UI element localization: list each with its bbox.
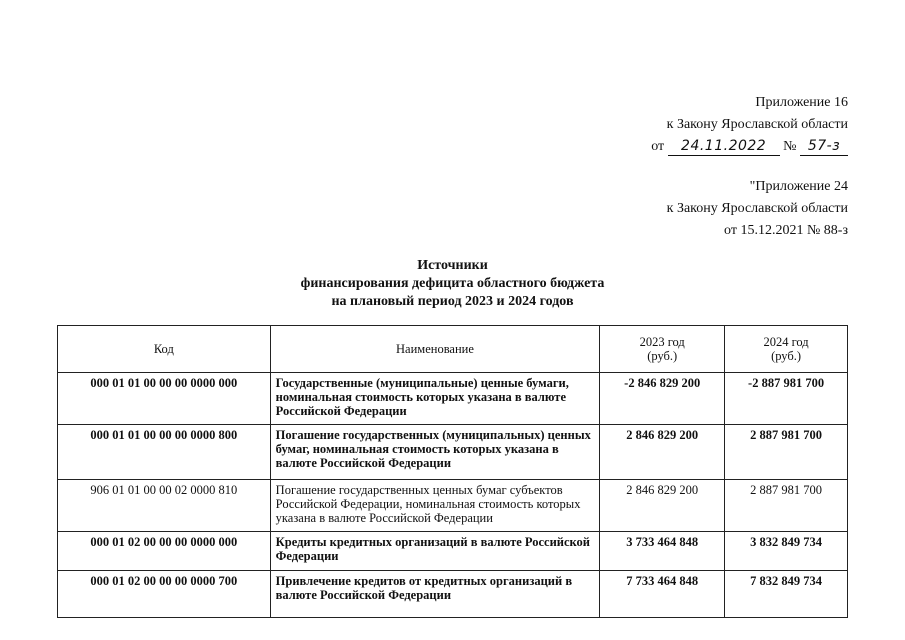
title-line-3: на плановый период 2023 и 2024 годов: [331, 294, 574, 309]
appendix-16-law: к Закону Ярославской области: [666, 117, 848, 132]
row-value-2023: 2 846 829 200: [600, 425, 725, 480]
row-name: Государственные (муниципальные) ценные бумаги, номинальная стоимость которых указана в валюте Российской Федерации: [270, 373, 600, 425]
appendix-24-law: к Закону Ярославской области: [666, 201, 848, 216]
table-row: [58, 425, 848, 480]
table-row: [58, 571, 848, 618]
row-name: Кредиты кредитных организаций в валюте Российской Федерации: [270, 532, 600, 571]
row-value-2023: -2 846 829 200: [600, 373, 725, 425]
row-value-2023: 7 733 464 848: [600, 571, 725, 618]
appendix-24-block: [667, 176, 848, 242]
row-name: Погашение государственных (муниципальных) ценных бумаг, номинальная стоимость которых указана в валюте Российской Федерации: [270, 425, 600, 480]
header-name: Наименование: [270, 326, 600, 373]
document-title: [0, 257, 905, 311]
row-code: 000 01 02 00 00 00 0000 000: [58, 532, 271, 571]
header-code: Код: [58, 326, 271, 373]
handwritten-number: 57-з: [800, 137, 848, 156]
row-value-2023: 3 733 464 848: [600, 532, 725, 571]
header-2024: 2024 год (руб.): [725, 326, 848, 373]
row-value-2024: 2 887 981 700: [725, 425, 848, 480]
title-line-1: Источники: [417, 258, 488, 273]
row-value-2024: 7 832 849 734: [725, 571, 848, 618]
row-value-2023: 2 846 829 200: [600, 480, 725, 532]
row-name: Погашение государственных ценных бумаг субъектов Российской Федерации, номинальная стоимость которых указана в валюте Российской Федерации: [270, 480, 600, 532]
appendix-24-date: от 15.12.2021 № 88-з: [724, 223, 848, 238]
row-code: 000 01 01 00 00 00 0000 000: [58, 373, 271, 425]
appendix-16-title: Приложение 16: [755, 95, 848, 110]
header-2023: 2023 год (руб.): [600, 326, 725, 373]
table-row: [58, 532, 848, 571]
appendix-24-title: "Приложение 24: [749, 179, 848, 194]
appendix-16-block: [651, 92, 848, 158]
row-code: 000 01 02 00 00 00 0000 700: [58, 571, 271, 618]
row-value-2024: 3 832 849 734: [725, 532, 848, 571]
date-prefix: от: [651, 139, 665, 154]
sources-table: [57, 325, 848, 618]
row-value-2024: -2 887 981 700: [725, 373, 848, 425]
title-line-2: финансирования дефицита областного бюджета: [300, 276, 605, 291]
number-sign: №: [783, 139, 797, 154]
appendix-16-date-line: [651, 136, 848, 158]
row-value-2024: 2 887 981 700: [725, 480, 848, 532]
table-row: [58, 373, 848, 425]
row-code: 906 01 01 00 00 02 0000 810: [58, 480, 271, 532]
row-code: 000 01 01 00 00 00 0000 800: [58, 425, 271, 480]
table-row: [58, 480, 848, 532]
table-header-row: [58, 326, 848, 373]
row-name: Привлечение кредитов от кредитных организаций в валюте Российской Федерации: [270, 571, 600, 618]
handwritten-date: 24.11.2022: [668, 137, 780, 156]
